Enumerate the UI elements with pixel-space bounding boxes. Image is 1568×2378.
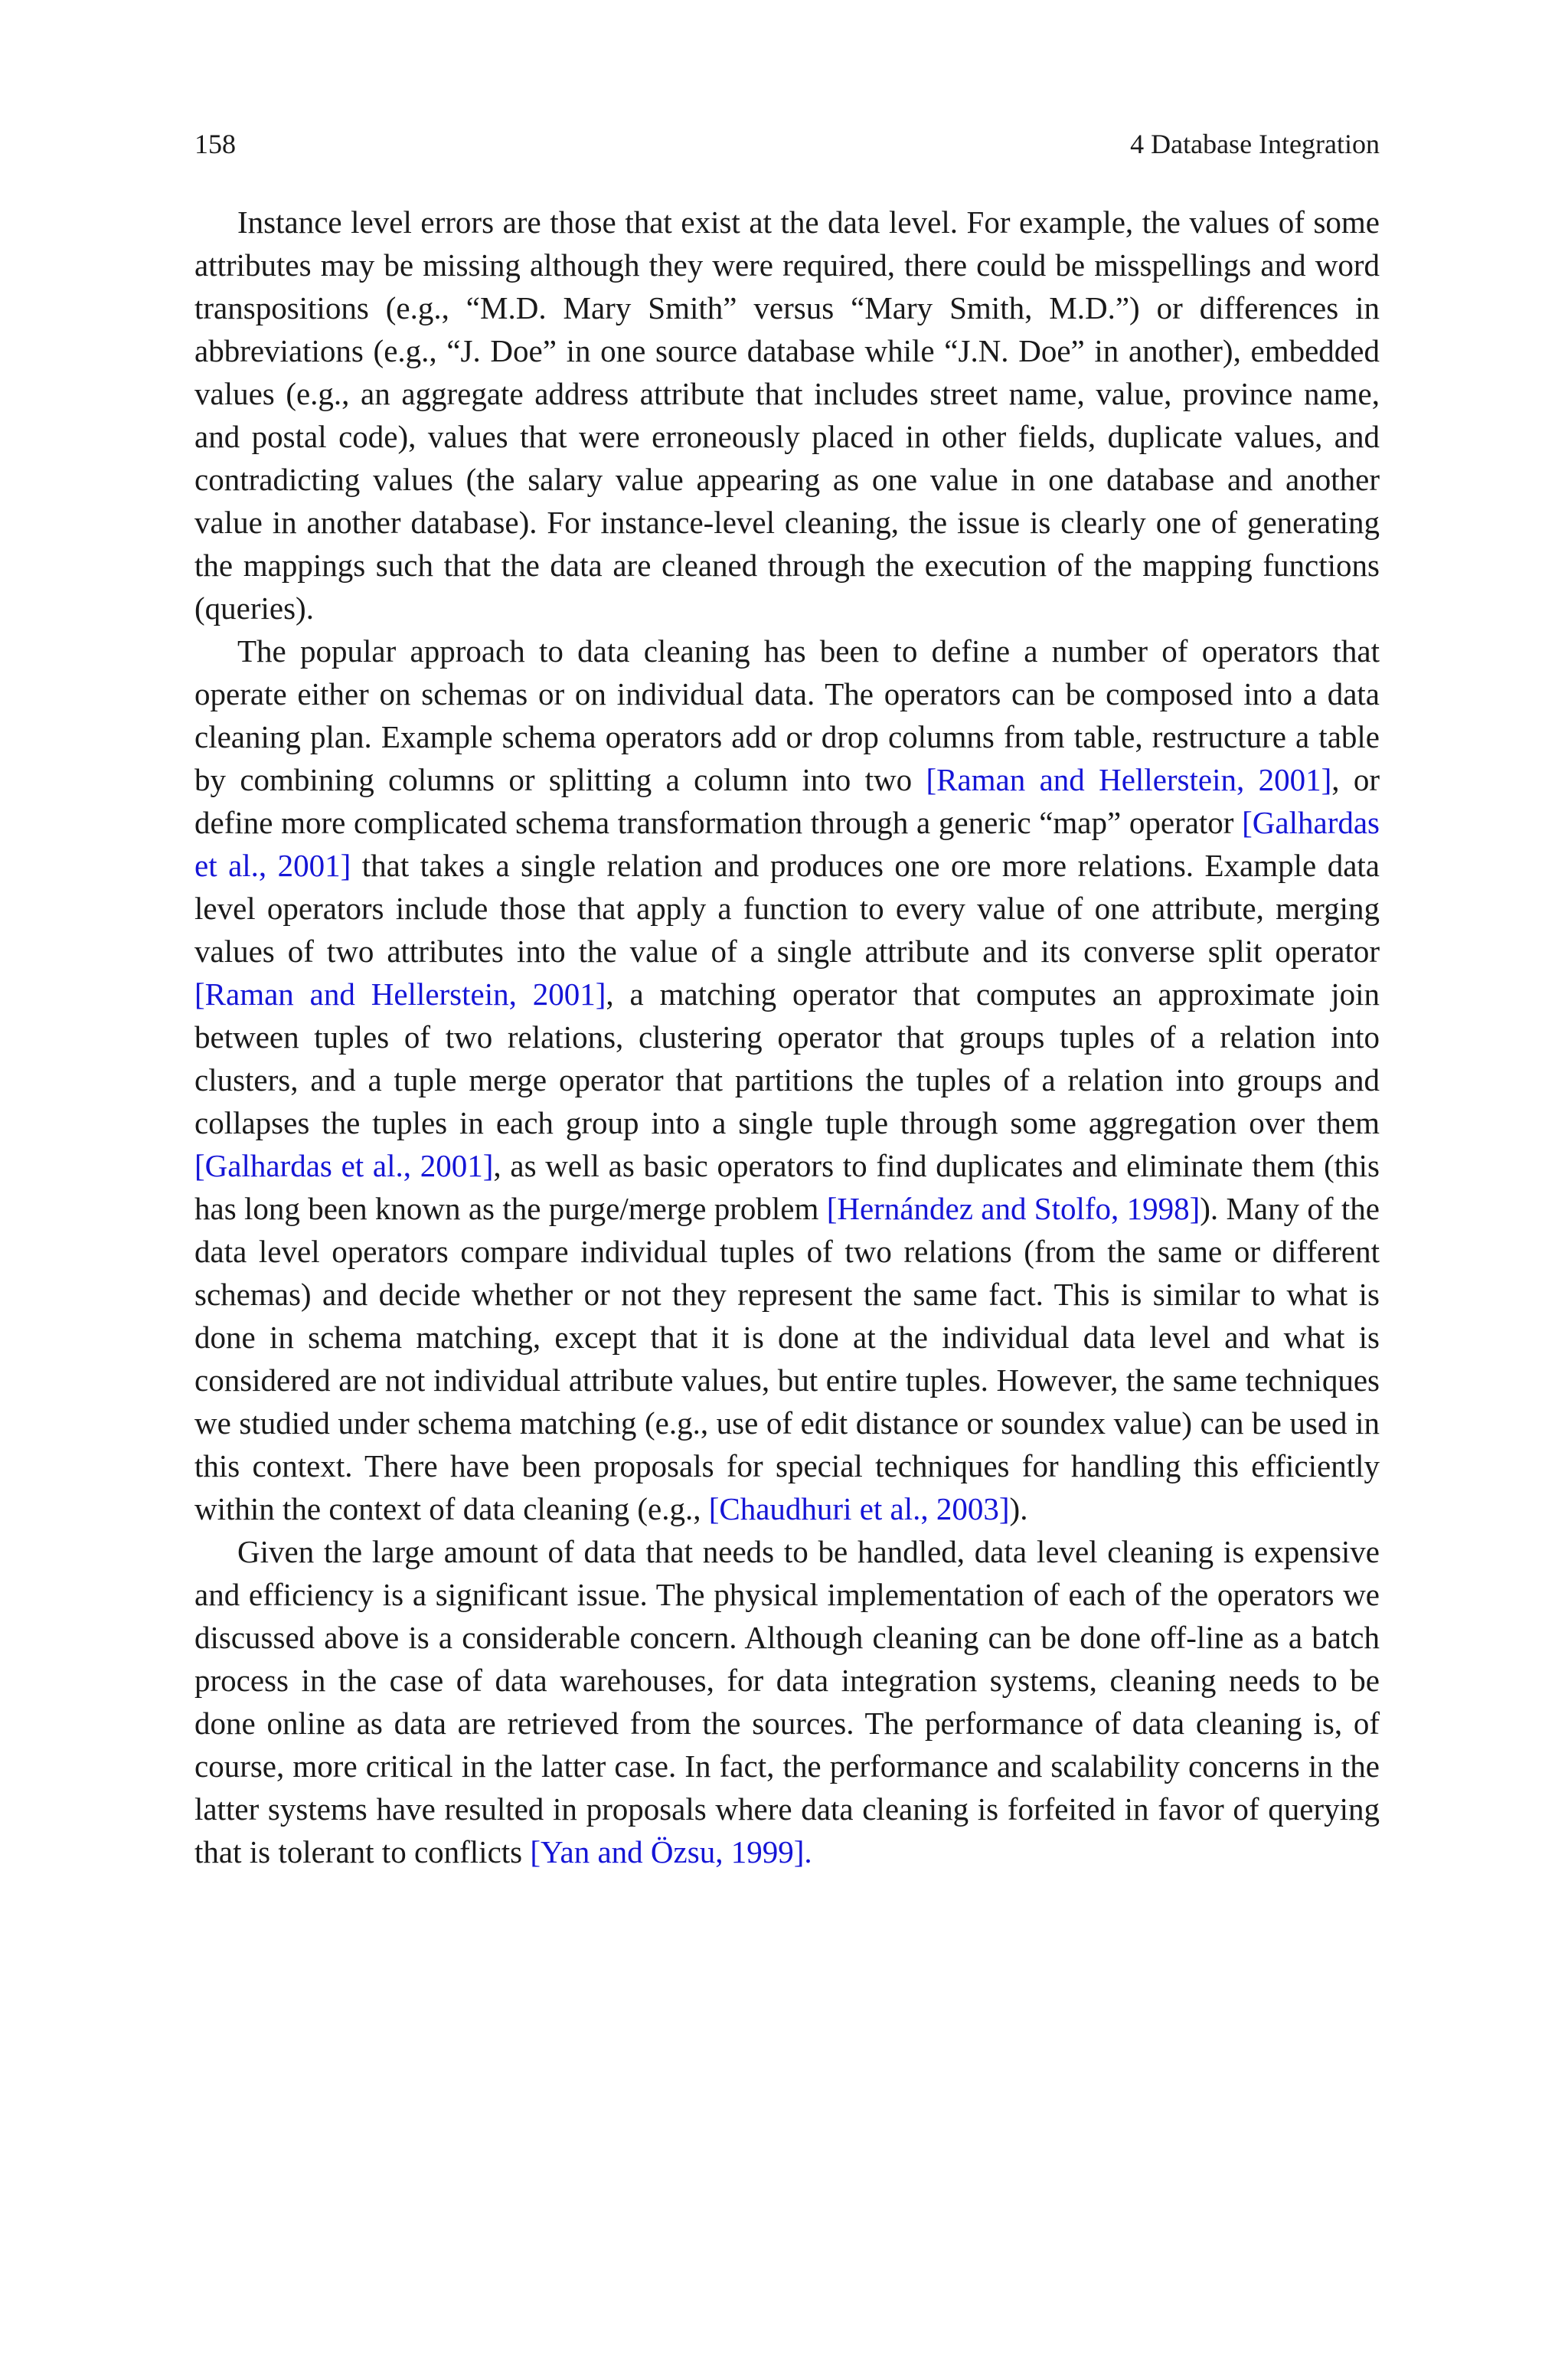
body-text [194, 201, 1380, 1873]
citation-link[interactable]: [Chaudhuri et al., 2003] [708, 1491, 1010, 1526]
citation-link[interactable]: [Yan and Özsu, 1999]. [530, 1834, 812, 1869]
paragraph-text: that takes a single relation and produces one ore more relations. Example data level operators include those that apply a function to every value of one attribute, merging values of two attributes into the value of a single attribute and its converse split operator [194, 848, 1380, 969]
paragraph-text: The popular approach to data cleaning has been to define a number of operators that operate either on schemas or on individual data. The operators can be composed into a data cleaning plan. Example schema operators add or drop columns from table, restructure a table by combining columns or splitting a column into two [194, 633, 1380, 797]
chapter-title: 4 Database Integration [1130, 129, 1380, 159]
citation-link[interactable]: [Raman and Hellerstein, 2001] [926, 762, 1332, 797]
citation-link[interactable]: [Galhardas et al., 2001] [194, 805, 1380, 883]
paragraph-instance-errors [194, 201, 1380, 630]
paragraph-text: ). Many of the data level operators compare individual tuples of two relations (from the same or different schemas) and decide whether or not they represent the same fact. This is similar to what is done in schema matching, except that it is done at the individual data level and what is considered are not individual attribute values, but entire tuples. However, the same techniques we studied under schema matching (e.g., use of edit distance or soundex value) can be used in this context. There have been proposals for special techniques for handling this efficiently within the context of data cleaning (e.g., [194, 1191, 1380, 1526]
page-number: 158 [194, 129, 236, 159]
paragraph-efficiency [194, 1530, 1380, 1873]
paragraph-text: Instance level errors are those that exist at the data level. For example, the values of some attributes may be missing although they were required, there could be misspellings and word transpositions (e.g., “M.D. Mary Smith” versus “Mary Smith, M.D.”) or differences in abbreviations (e.g., “J. Doe” in one source database while “J.N. Doe” in another), embedded values (e.g., an aggregate address attribute that includes street name, value, province name, and postal code), values that were erroneously placed in other fields, duplicate values, and contradicting values (the salary value appearing as one value in one database and another value in another database). For instance-level cleaning, the issue is clearly one of generating the mappings such that the data are cleaned through the execution of the mapping functions (queries). [194, 204, 1380, 626]
paragraph-text: Given the large amount of data that needs to be handled, data level cleaning is expensive and efficiency is a significant issue. The physical implementation of each of the operators we discussed above is a considerable concern. Although cleaning can be done off-line as a batch process in the case of data warehouses, for data integration systems, cleaning needs to be done online as data are retrieved from the sources. The performance of data cleaning is, of course, more critical in the latter case. In fact, the performance and scalability concerns in the latter systems have resulted in proposals where data cleaning is forfeited in favor of querying that is tolerant to conflicts [194, 1534, 1380, 1869]
paragraph-cleaning-operators [194, 630, 1380, 1530]
running-head [194, 127, 1380, 161]
paragraph-text: ). [1009, 1491, 1028, 1526]
citation-link[interactable]: [Hernández and Stolfo, 1998] [826, 1191, 1200, 1226]
paragraph-text: , or define more complicated schema transformation through a generic “map” operator [194, 762, 1380, 840]
paragraph-text: , as well as basic operators to find duplicates and eliminate them (this has long been known as the purge/merge problem [194, 1148, 1380, 1226]
citation-link[interactable]: [Galhardas et al., 2001] [194, 1148, 494, 1183]
citation-link[interactable]: [Raman and Hellerstein, 2001] [194, 976, 606, 1012]
paragraph-text: , a matching operator that computes an approximate join between tuples of two relations, clustering operator that groups tuples of a relation into clusters, and a tuple merge operator that partitions the tuples of a relation into groups and collapses the tuples in each group into a single tuple through some aggregation over them [194, 976, 1380, 1140]
